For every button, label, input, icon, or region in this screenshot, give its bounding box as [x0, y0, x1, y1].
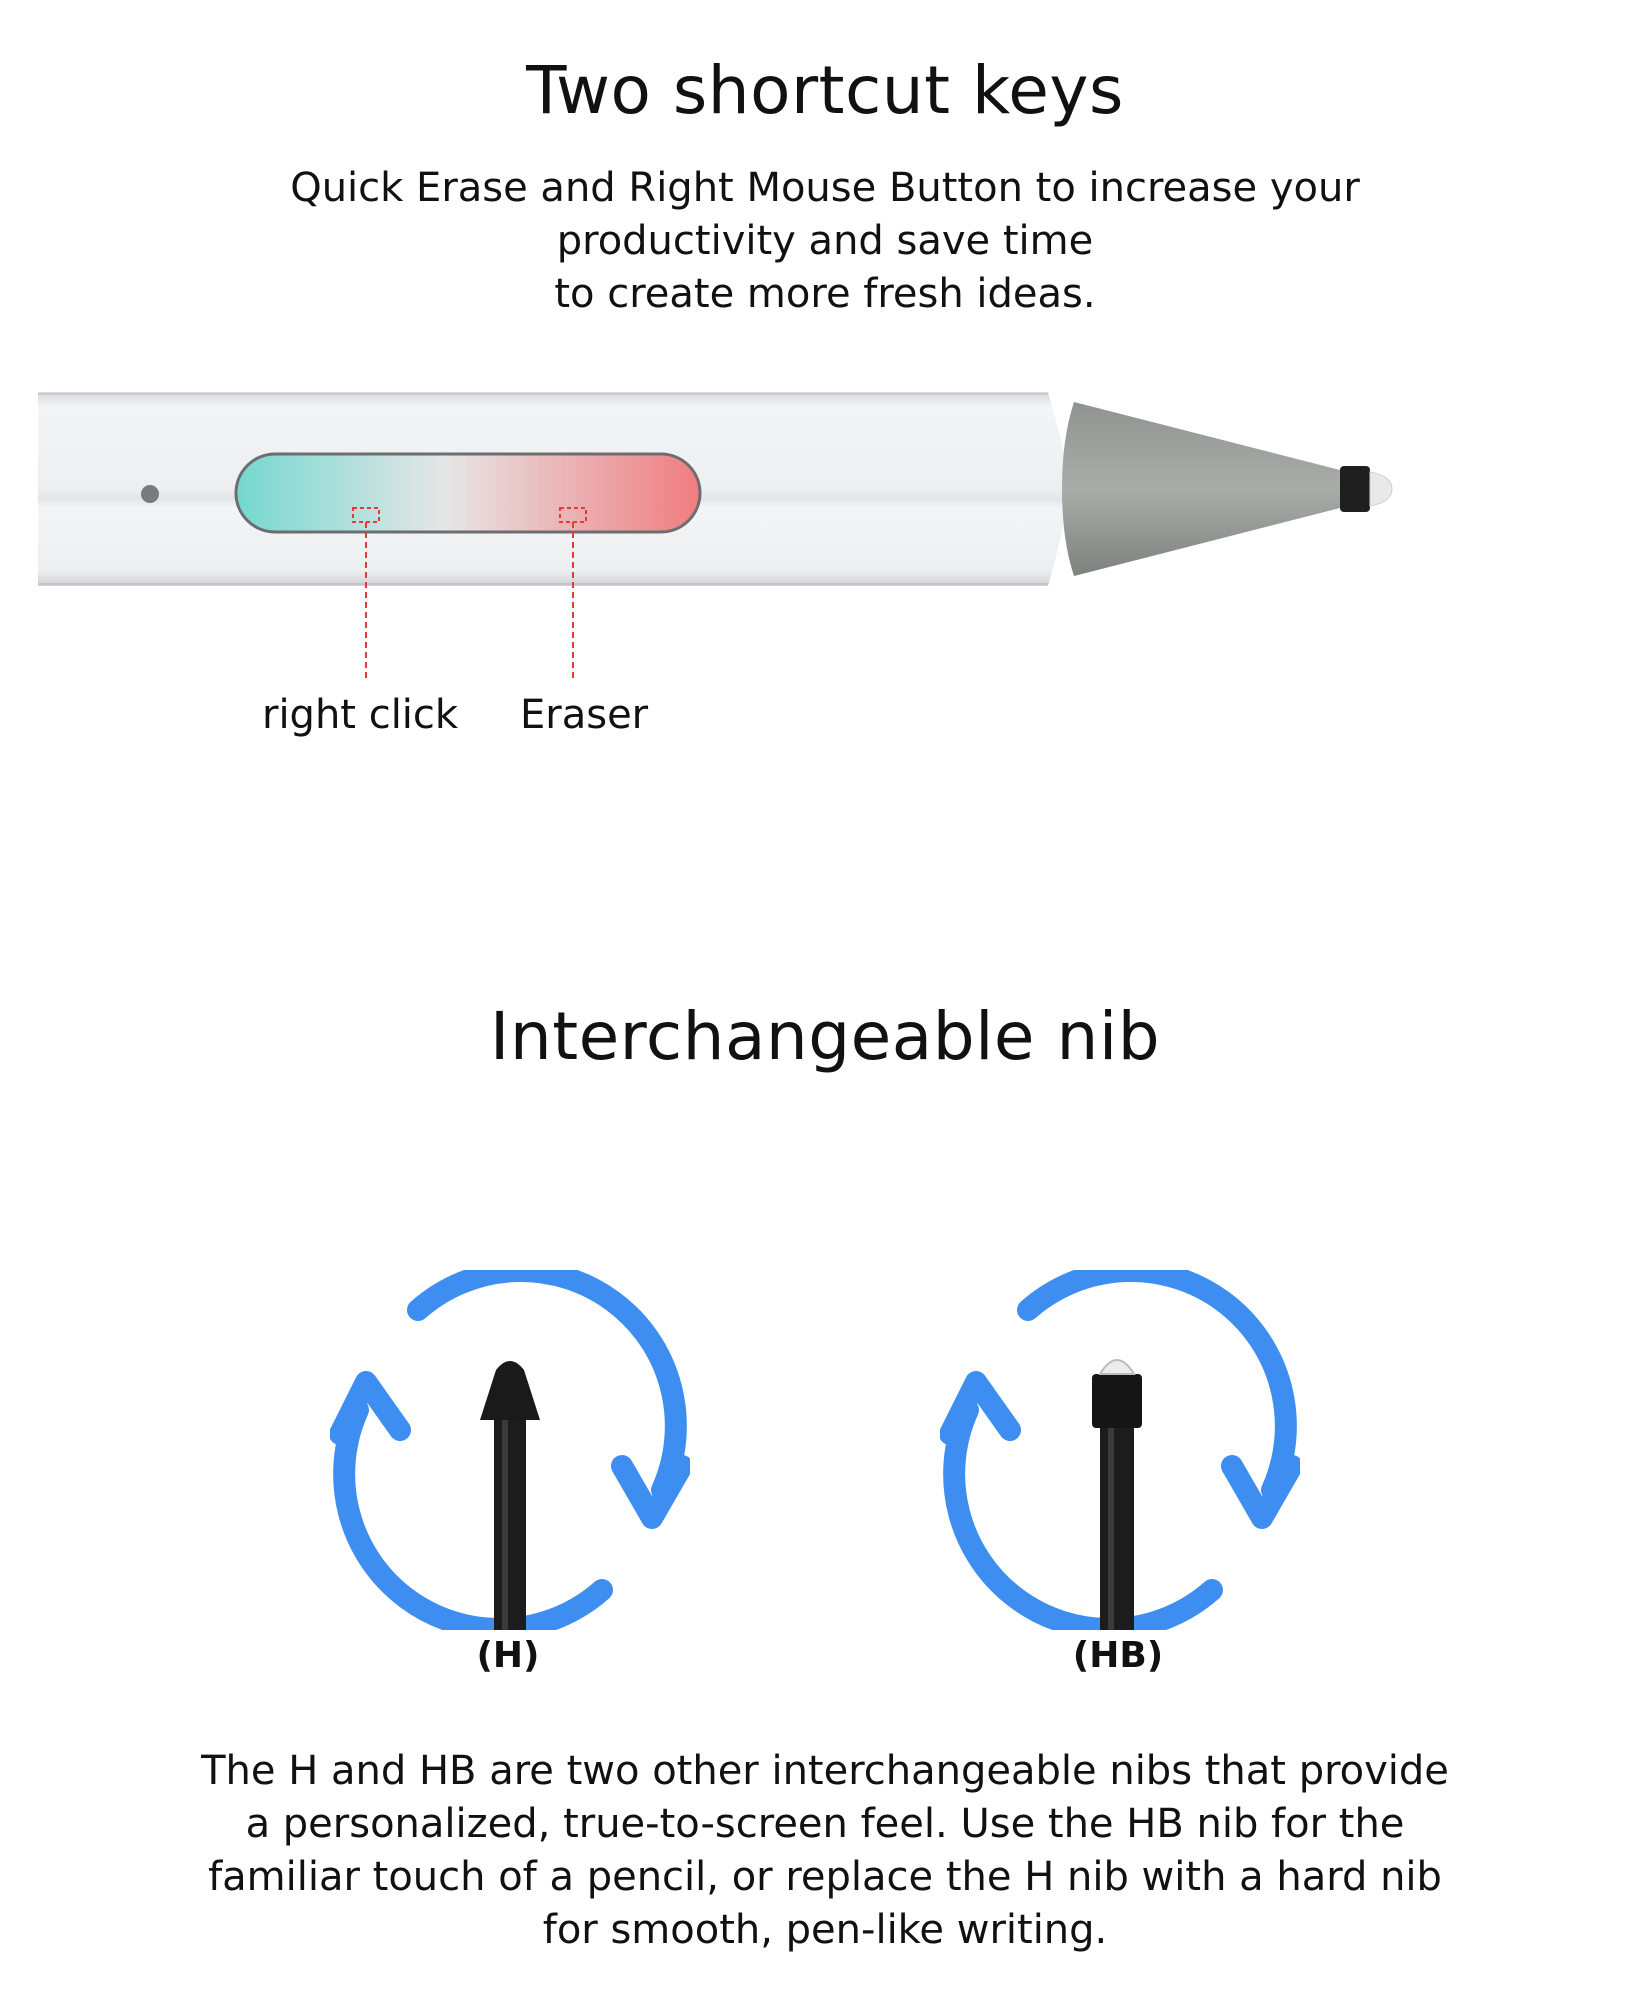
nib-label-hb: (HB)	[1072, 1635, 1164, 1676]
nib-label-h: (H)	[476, 1635, 540, 1676]
round-nib-icon	[940, 1270, 1300, 1630]
shortcut-keys-description	[0, 162, 1650, 321]
description-line: familiar touch of a pencil, or replace the H nib with a hard nib	[208, 1854, 1442, 1900]
right-click-label: right click	[262, 692, 459, 738]
nib-description	[0, 1745, 1650, 1957]
description-line: Quick Erase and Right Mouse Button to increase your	[290, 165, 1360, 211]
description-line: productivity and save time	[556, 218, 1094, 264]
eraser-label: Eraser	[520, 692, 649, 738]
description-line: to create more fresh ideas.	[554, 271, 1096, 317]
stylus-cone	[1062, 402, 1340, 576]
shortcut-button	[236, 454, 700, 532]
rotate-arrow-icon	[418, 1271, 676, 1490]
stylus-illustration	[0, 380, 1650, 710]
status-led	[141, 485, 159, 503]
rotate-arrow-icon	[344, 1410, 602, 1629]
description-line: a personalized, true-to-screen feel. Use the HB nib for the	[245, 1801, 1405, 1847]
section-title-shortcut-keys: Two shortcut keys	[526, 52, 1124, 129]
cone-nib-icon	[330, 1270, 690, 1630]
stylus-tip	[1340, 466, 1370, 512]
description-line: The H and HB are two other interchangeable nibs that provide	[201, 1748, 1449, 1794]
description-line: for smooth, pen-like writing.	[542, 1907, 1108, 1953]
rotate-arrow-icon	[954, 1410, 1212, 1629]
rotate-arrow-icon	[1028, 1271, 1286, 1490]
section-title-interchangeable-nib: Interchangeable nib	[489, 998, 1161, 1075]
